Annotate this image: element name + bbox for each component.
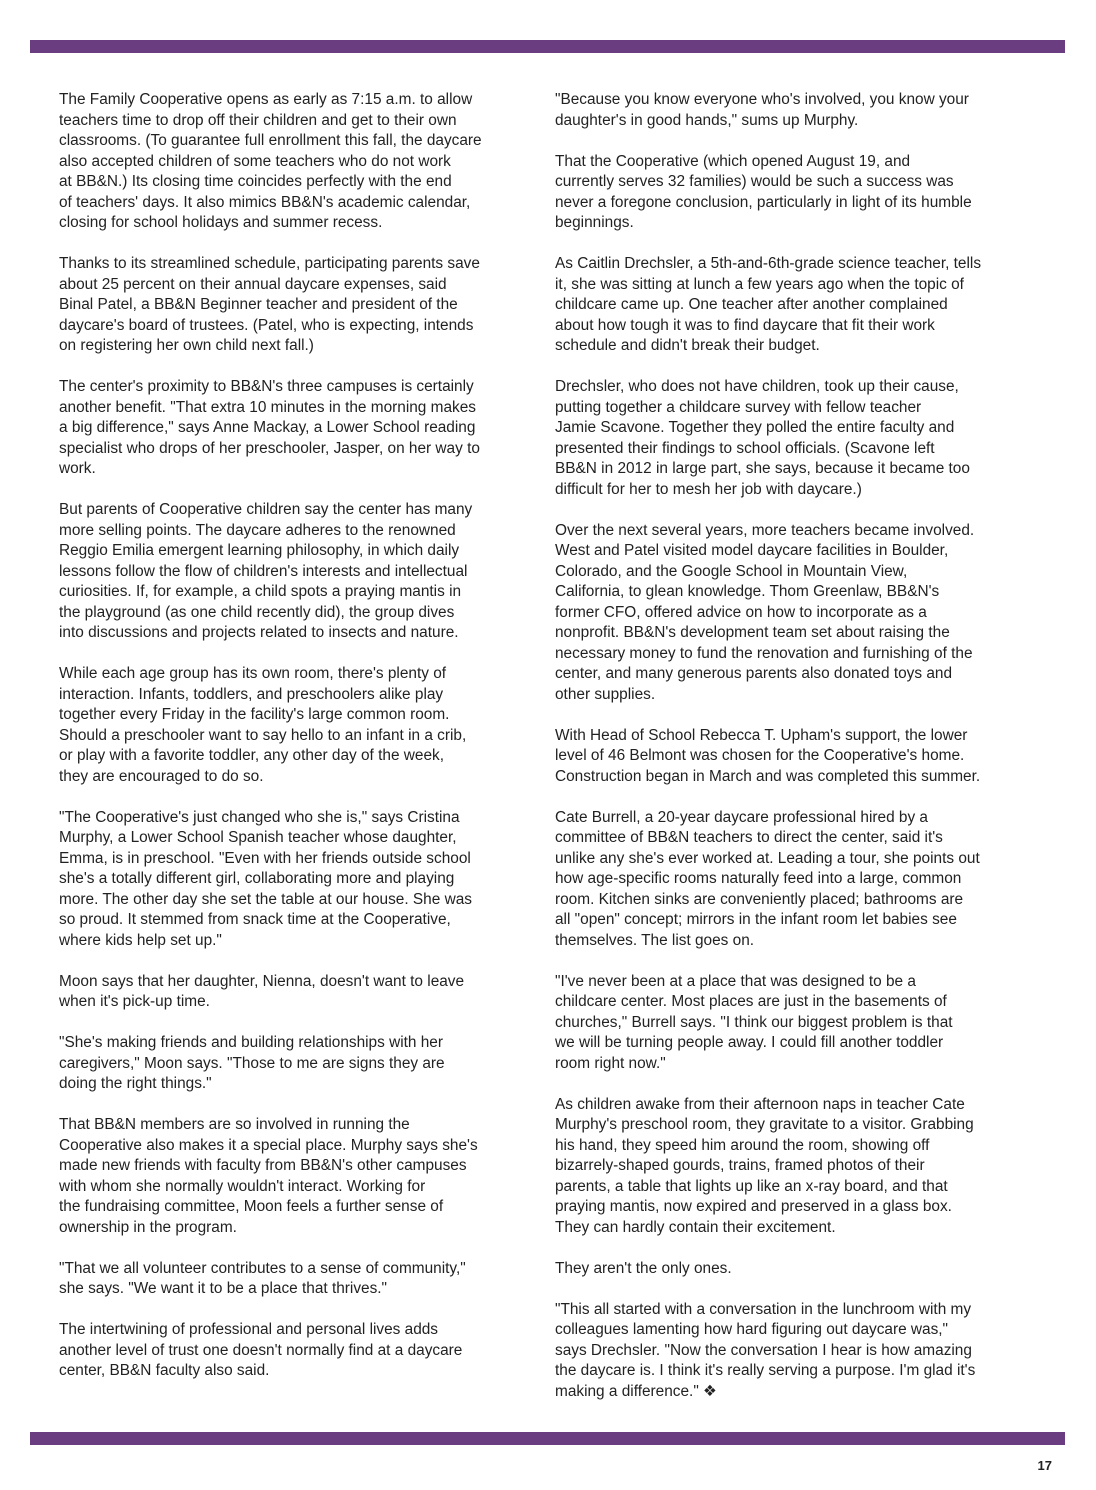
paragraph: Drechsler, who does not have children, took up their cause, putting together a childcare survey with fellow teacher Jamie Scavone. Together they polled the entire faculty and presented their findings to school officials. (Scavone left BB&N in 2012 in large part, she says, because it became too difficult for her to mesh her job with daycare.)	[555, 378, 970, 498]
paragraph: As Caitlin Drechsler, a 5th-and-6th-grade science teacher, tells it, she was sitting at lunch a few years ago when the topic of childcare came up. One teacher after another complained about how tough it was to find daycare that fit their work schedule and didn't break their budget.	[555, 255, 982, 354]
paragraph: The center's proximity to BB&N's three campuses is certainly another benefit. "That extra 10 minutes in the morning makes a big difference," says Anne Mackay, a Lower School reading specialist who drops of her preschooler, Jasper, on her way to work.	[59, 378, 480, 477]
paragraph: They aren't the only ones.	[555, 1259, 732, 1277]
paragraph: With Head of School Rebecca T. Upham's support, the lower level of 46 Belmont was chosen for the Cooperative's home. Construction began in March and was completed this summer.	[555, 726, 981, 785]
bottom-accent-rule	[30, 1432, 1065, 1445]
paragraph: "She's making friends and building relationships with her caregivers," Moon says. "Those to me are signs they are doing the right things."	[59, 1034, 445, 1092]
paragraph: Thanks to its streamlined schedule, participating parents save about 25 percent on their annual daycare expenses, said Binal Patel, a BB&N Beginner teacher and president of the daycare's board of trustees. (Patel, who is expecting, intends on registering her own child next fall.)	[59, 255, 480, 354]
paragraph: That the Cooperative (which opened August 19, and currently serves 32 families) would be such a success was never a foregone conclusion, particularly in light of its humble beginnings.	[555, 152, 972, 231]
top-accent-rule	[30, 40, 1065, 53]
paragraph: The Family Cooperative opens as early as 7:15 a.m. to allow teachers time to drop off their children and get to their own classrooms. (To guarantee full enrollment this fall, the daycare also accepted children of some teachers who do not work at BB&N.) Its closing time coincides perfectly with the end of teachers' days. It also mimics BB&N's academic calendar, closing for school holidays and summer recess.	[59, 91, 482, 231]
page-number: 17	[1037, 1458, 1052, 1473]
paragraph: "Because you know everyone who's involved, you know your daughter's in good hands," sums up Murphy.	[555, 91, 969, 129]
article-column-left	[59, 90, 537, 1402]
paragraph: Over the next several years, more teachers became involved. West and Patel visited model daycare facilities in Boulder, Colorado, and the Google School in Mountain View, California, to glean knowledge. Thom Greenlaw, BB&N's former CFO, offered advice on how to incorporate as a nonprofit. BB&N's development team set about raising the necessary money to fund the renovation and furnishing of the center, and many generous parents also donated toys and other supplies.	[555, 521, 975, 703]
paragraph: "That we all volunteer contributes to a sense of community," she says. "We want it to be a place that thrives."	[59, 1259, 466, 1297]
article-column-right	[555, 90, 1033, 1423]
paragraph: Moon says that her daughter, Nienna, doesn't want to leave when it's pick-up time.	[59, 972, 465, 1010]
paragraph: "This all started with a conversation in the lunchroom with my colleagues lamenting how hard figuring out daycare was," says Drechsler. "Now the conversation I hear is how amazing the daycare is. I think it's really serving a purpose. I'm glad it's making a difference." ❖	[555, 1300, 976, 1400]
paragraph: As children awake from their afternoon naps in teacher Cate Murphy's preschool room, they gravitate to a visitor. Grabbing his hand, they speed him around the room, showing off bizarrely-shaped gourds, trains, framed photos of their parents, a table that lights up like an x-ray board, and that praying mantis, now expired and preserved in a glass box. They can hardly contain their excitement.	[555, 1095, 974, 1236]
paragraph: Cate Burrell, a 20-year daycare professional hired by a committee of BB&N teachers to direct the center, said it's unlike any she's ever worked at. Leading a tour, she points out how age-specific rooms naturally feed into a large, common room. Kitchen sinks are conveniently placed; bathrooms are all "open" concept; mirrors in the infant room let babies see themselves. The list goes on.	[555, 808, 980, 949]
paragraph: But parents of Cooperative children say the center has many more selling points. The daycare adheres to the renowned Reggio Emilia emergent learning philosophy, in which daily lessons follow the flow of children's interests and intellectual curiosities. If, for example, a child spots a praying mantis in the playground (as one child recently did), the group dives into discussions and projects related to insects and nature.	[59, 501, 473, 641]
paragraph: The intertwining of professional and personal lives adds another level of trust one doesn't normally find at a daycare center, BB&N faculty also said.	[59, 1321, 463, 1379]
paragraph: While each age group has its own room, there's plenty of interaction. Infants, toddlers, and preschoolers alike play together every Friday in the facility's large common room. Should a preschooler want to say hello to an infant in a crib, or play with a favorite toddler, any other day of the week, they are encouraged to do so.	[59, 665, 467, 785]
paragraph: "The Cooperative's just changed who she is," says Cristina Murphy, a Lower School Spanish teacher whose daughter, Emma, is in preschool. "Even with her friends outside school she's a totally different girl, collaborating more and playing more. The other day she set the table at our house. She was so proud. It stemmed from snack time at the Cooperative, where kids help set up."	[59, 808, 472, 949]
paragraph: That BB&N members are so involved in running the Cooperative also makes it a special place. Murphy says she's made new friends with faculty from BB&N's other campuses with whom she normally wouldn't interact. Working for the fundraising committee, Moon feels a further sense of ownership in the program.	[59, 1116, 478, 1236]
paragraph: "I've never been at a place that was designed to be a childcare center. Most places are just in the basements of churches," Burrell says. "I think our biggest problem is that we will be turning people away. I could fill another toddler room right now."	[555, 972, 953, 1072]
